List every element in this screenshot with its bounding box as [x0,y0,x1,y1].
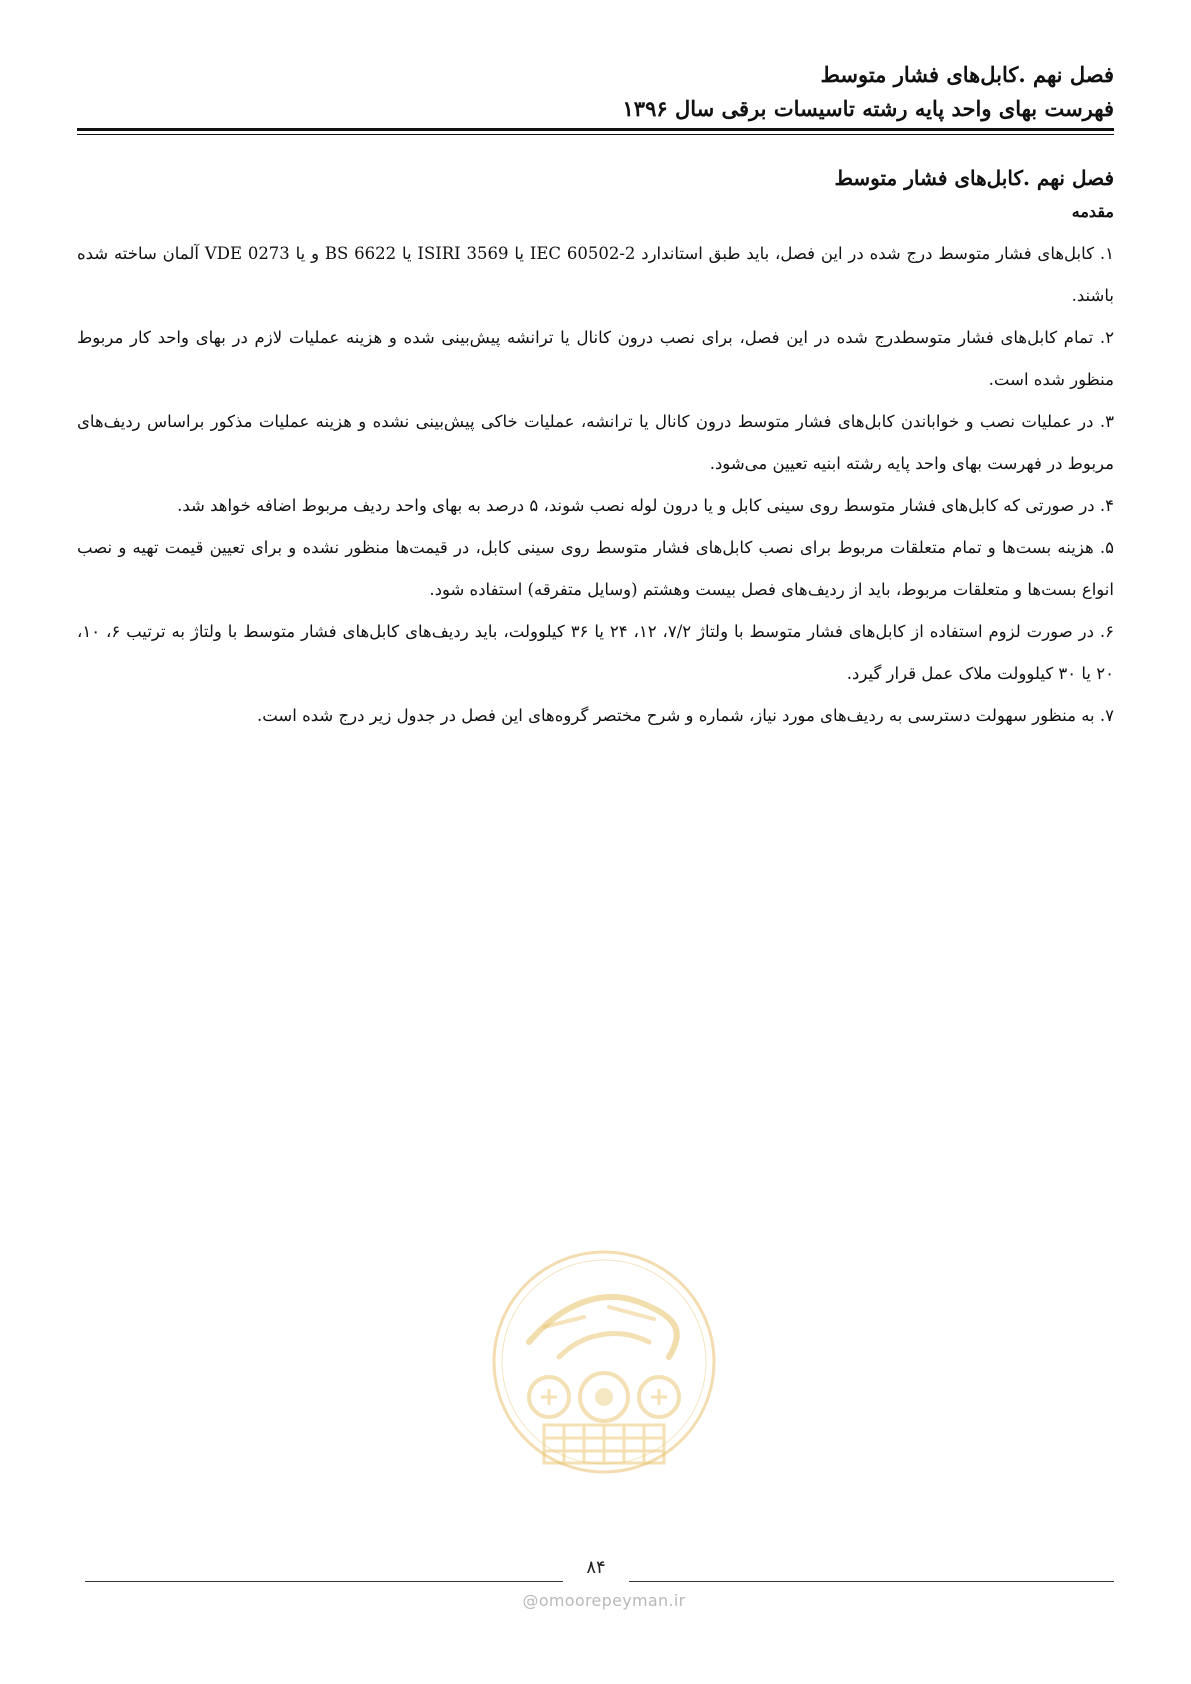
footer-rule-left [85,1581,563,1582]
at-icon: @ [522,1591,539,1610]
watermark-svg [489,1247,719,1477]
header-rule-thick [77,128,1114,131]
paragraph-5: ۵. هزینه بست‌ها و تمام متعلقات مربوط برای نصب کابل‌های فشار متوسط روی سینی کابل، در قیمت‌ها منظور نشده و برای تعیین قیمت تهیه و نصب انواع بست‌ها و متعلقات مربوط، باید از ردیف‌های فصل بیست وهشتم (وسایل متفرقه) استفاده شود. [77,538,1114,599]
chapter-title: فصل نهم .کابل‌های فشار متوسط [834,166,1114,190]
seal-logo-icon [489,1247,719,1477]
paragraph-3: ۳. در عملیات نصب و خواباندن کابل‌های فشار متوسط درون کانال یا ترانشه، عملیات خاکی پیش‌بینی نشده و هزینه عملیات مذکور براساس ردیف‌های مربوط در فهرست بهای واحد پایه رشته ابنیه تعیین می‌شود. [77,412,1114,473]
header-chapter-title: فصل نهم .کابل‌های فشار متوسط [820,62,1114,87]
page-number: ۸۴ [586,1557,606,1578]
header-rule-thin [77,134,1114,135]
site-text: omoorepeyman.ir [538,1591,686,1610]
page-header [77,58,1114,126]
paragraph-2: ۲. تمام کابل‌های فشار متوسطدرج شده در این فصل، برای نصب درون کانال یا ترانشه پیش‌بینی شده و هزینه عملیات لازم در بهای واحد کار مربوط منظور شده است. [77,328,1114,389]
main-content [77,163,1114,737]
intro-heading: مقدمه [1071,202,1114,221]
footer-watermark-url [489,1591,719,1610]
header-document-title: فهرست بهای واحد پایه رشته تاسیسات برقی سال ۱۳۹۶ [622,96,1114,121]
footer-rule-right [629,1581,1114,1582]
paragraph-4: ۴. در صورتی که کابل‌های فشار متوسط روی سینی کابل و یا درون لوله نصب شوند، ۵ درصد به بهای واحد ردیف مربوط اضافه خواهد شد. [177,496,1114,515]
paragraph-7: ۷. به منظور سهولت دسترسی به ردیف‌های مورد نیاز، شماره و شرح مختصر گروه‌های این فصل در جدول زیر درج شده است. [256,706,1114,725]
paragraph-1: ۱. کابل‌های فشار متوسط درج شده در این فصل، باید طبق استاندارد IEC 60502-2 یا ISIRI 3569 یا BS 6622 و یا VDE 0273 آلمان ساخته شده باشند. [77,244,1114,305]
paragraph-6: ۶. در صورت لزوم استفاده از کابل‌های فشار متوسط با ولتاژ ۷/۲، ۱۲، ۲۴ یا ۳۶ کیلوولت، باید ردیف‌های کابل‌های فشار متوسط با ولتاژ به ترتیب ۶، ۱۰، ۲۰ یا ۳۰ کیلوولت ملاک عمل قرار گیرد. [77,622,1114,683]
